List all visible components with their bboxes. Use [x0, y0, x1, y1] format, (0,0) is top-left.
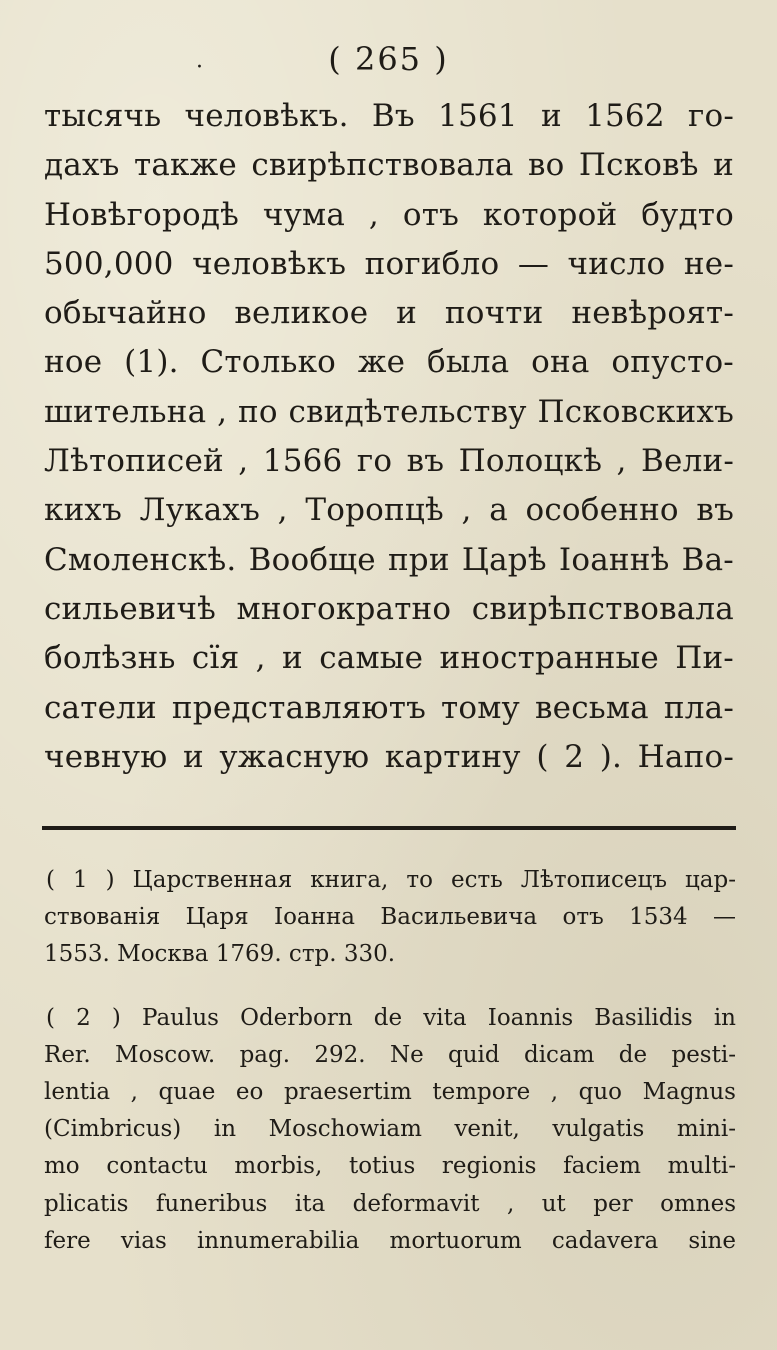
text-line: болѣзнь сїя , и самые иностранные Пи- [44, 640, 734, 677]
footnote-line: ствованія Царя Іоанна Васильевича отъ 1534 — [44, 904, 736, 931]
text-line: тысячь человѣкъ. Въ 1561 и 1562 го- [44, 98, 734, 134]
text-line: Новѣгородѣ чума , отъ которой будто [44, 196, 734, 233]
footnote-line: ( 1 ) Царственная книга, то есть Лѣтописецъ цар- [46, 867, 736, 893]
footnote-line: ( 2 ) Paulus Oderborn de vita Ioannis Basilidis in [46, 1004, 736, 1031]
marginal-mark: · [196, 55, 203, 80]
footnote-1 [44, 862, 736, 974]
text-line: дахъ также свирѣпствовала во Псковѣ и [44, 147, 734, 184]
text-line: кихъ Лукахъ , Торопцѣ , а особенно въ [44, 492, 734, 529]
text-line: сильевичѣ многократно свирѣпствовала [44, 590, 734, 627]
text-line: Лѣтописей , 1566 го въ Полоцкѣ , Вели- [44, 443, 734, 480]
text-line: сатели представляютъ тому весьма пла- [44, 689, 734, 726]
footnotes-block [44, 862, 736, 1286]
text-line: Смоленскѣ. Вообще при Царѣ Іоаннѣ Ва- [44, 541, 734, 578]
footnote-line: plicatis funeribus ita deformavit , ut per omnes [44, 1190, 736, 1217]
footnote-line: 1553. Москва 1769. стр. 330. [44, 941, 396, 968]
footnote-line: (Cimbricus) in Moschowiam venit, vulgatis mini- [44, 1116, 736, 1143]
text-line: шительна , по свидѣтельству Псковскихъ [44, 393, 734, 430]
footnote-line: fere vias innumerabilia mortuorum cadavera sine [44, 1227, 736, 1254]
text-line: 500,000 человѣкъ погибло — число не- [44, 245, 734, 282]
footnote-divider [42, 826, 736, 830]
footnote-line: lentia , quae eo praesertim tempore , quo Magnus [44, 1078, 736, 1105]
main-text-block [44, 92, 734, 782]
footnote-2 [44, 1000, 736, 1260]
footnote-line: mo contactu morbis, totius regionis faciem multi- [44, 1153, 736, 1180]
text-line: обычайно великое и почти невѣроят- [44, 295, 734, 332]
text-line: ное (1). Столько же была она опусто- [44, 344, 734, 381]
page-number: ( 265 ) [328, 40, 449, 78]
footnote-line: Rer. Moscow. pag. 292. Ne quid dicam de pesti- [44, 1041, 736, 1068]
text-line: чевную и ужасную картину ( 2 ). Напо- [44, 738, 734, 775]
